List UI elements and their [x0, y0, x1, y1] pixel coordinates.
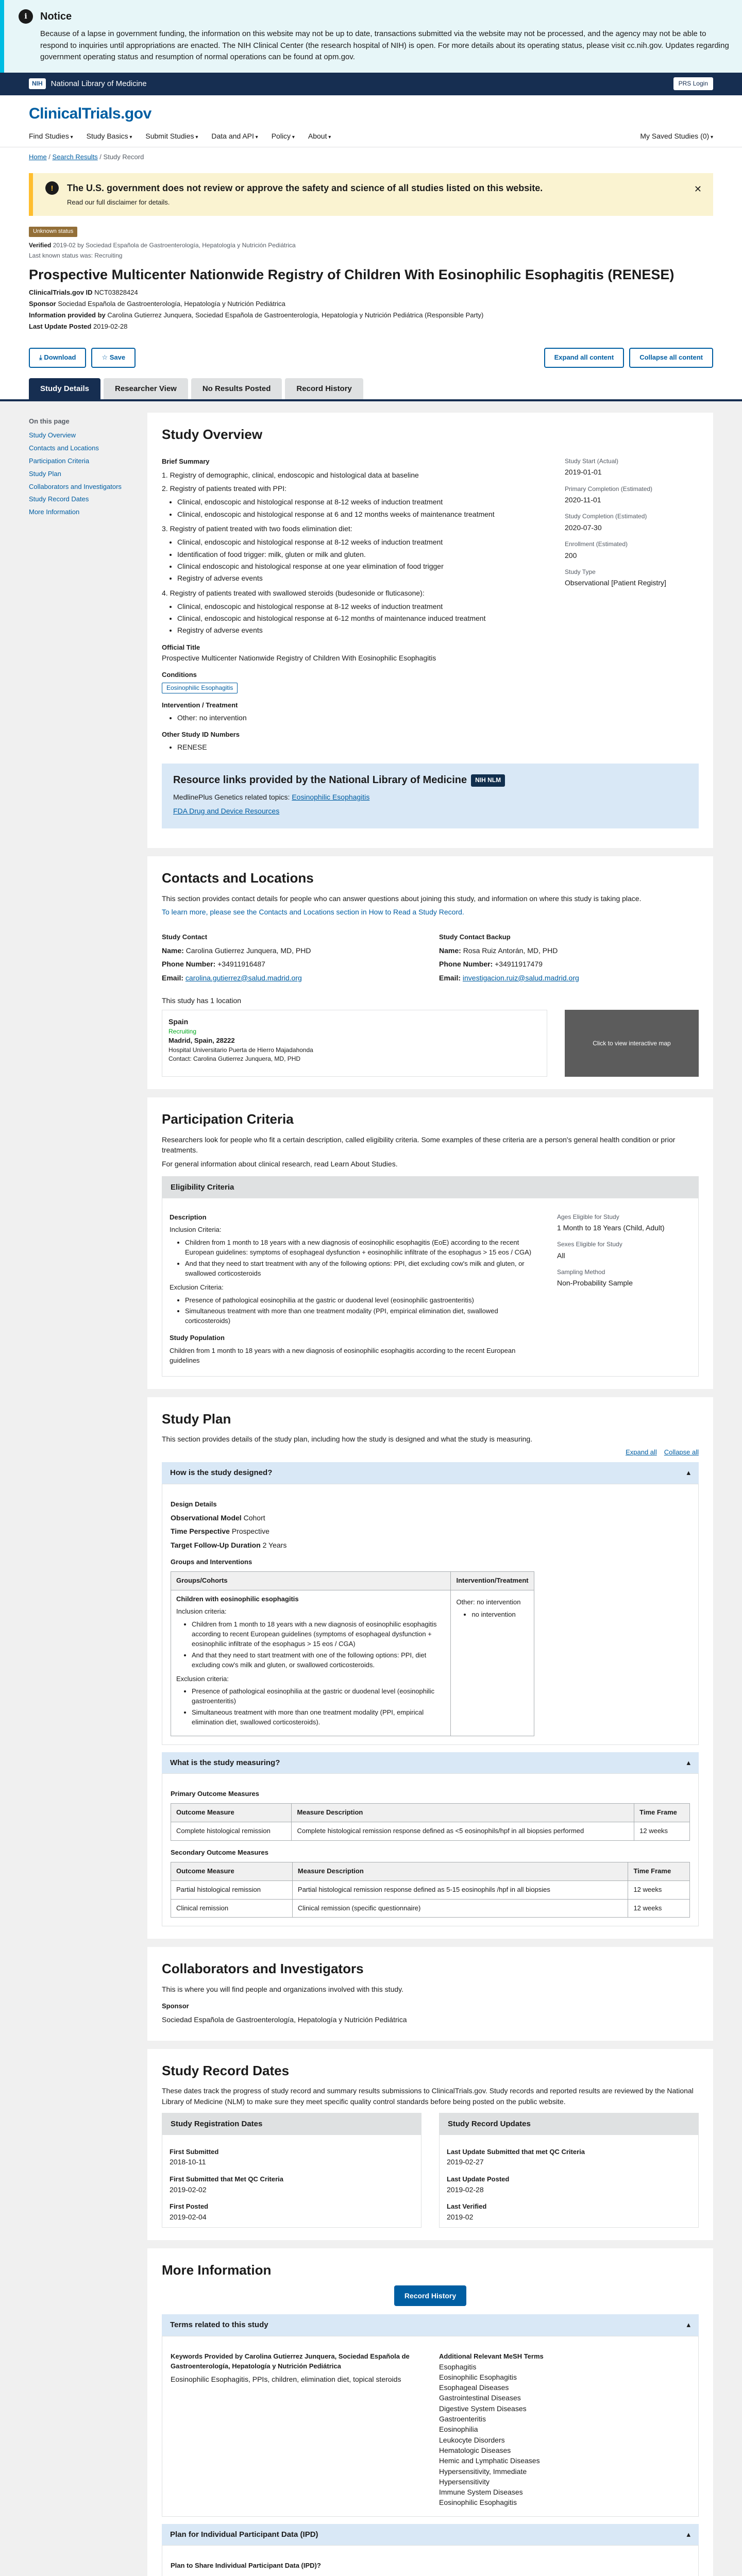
location-city: Madrid, Spain, 28222: [168, 1037, 235, 1044]
info-value: Carolina Gutierrez Junquera, Sociedad Española de Gastroenterología, Hepatología y Nutrición Pediátrica (Responsible Party): [107, 311, 484, 319]
table-cell: 12 weeks: [634, 1822, 690, 1841]
warning-icon: !: [45, 181, 59, 195]
table-cell: Complete histological remission response defined as <5 eosinophils/hpf in all biopsies performed: [292, 1822, 634, 1841]
secondary-outcome-label: Secondary Outcome Measures: [171, 1849, 269, 1857]
location-contact: Contact: Carolina Gutierrez Junquera, MD, PHD: [168, 1055, 301, 1063]
date-value: 2019-02-27: [447, 2158, 484, 2166]
groups-table: Groups/Cohorts Intervention/Treatment Children with eosinophilic esophagitis Inclusion criteria: • Children from 1 month to 18 years with a new diagnosis of eosinophilic esophagitis according to recent European guidelines (symptoms of esophageal dysfunction + eosinophilic infiltrate of the esophagus > 15 eos / CGA) • And that they need to start treatment with one of the following options: PPI, diet excluding cow's milk and gluten, or swallowed corticosteroids. Exclusion criteria: • Presence of pathological eosinophilia at the gastric or duodenal level (eosinophilic gastroenteritis) • Simultaneous treatment with more than one treatment modality (PPI, empirical elimination diet, swallowed corticosteroids). Other: no intervention • no intervention: [171, 1571, 534, 1736]
contact-email[interactable]: carolina.gutierrez@salud.madrid.org: [185, 973, 302, 982]
save-label: Save: [109, 353, 126, 361]
population-text: Children from 1 month to 18 years with a new diagnosis of eosinophilic esophagitis according to the recent European guidelines: [170, 1346, 516, 1364]
info-label: Information provided by: [29, 311, 106, 319]
mesh-term: Leukocyte Disorders: [439, 2435, 505, 2444]
date-value: 2019-02: [447, 2212, 474, 2221]
tab-study-details[interactable]: Study Details: [29, 378, 100, 400]
collab-text: This is where you will find people and organizations involved with this study.: [162, 1985, 403, 1994]
bookmark-icon: ☆: [102, 353, 108, 361]
collaborators-section: [147, 1947, 713, 2048]
nav-find-studies[interactable]: Find Studies ▾: [29, 131, 73, 142]
chevron-up-icon: ▴: [686, 2530, 690, 2539]
mesh-term: Eosinophilic Esophagitis: [439, 2498, 517, 2507]
contacts-learn-link[interactable]: To learn more, please see the Contacts and Locations section in How to Read a Study Record.: [162, 907, 464, 916]
sidebar-item-collaborators-and-investigators[interactable]: Collaborators and Investigators: [29, 482, 122, 490]
breadcrumb-home[interactable]: Home: [29, 152, 47, 161]
main-nav: [0, 128, 742, 147]
site-brand[interactable]: ClinicalTrials.gov: [29, 105, 151, 122]
keywords-label: Keywords Provided by Carolina Gutierrez Junquera, Sociedad Española de Gastroenterología, Hepatología y Nutrición Pediátrica: [171, 2352, 410, 2370]
fact-value: Non-Probability Sample: [557, 1279, 633, 1287]
tab-researcher-view[interactable]: Researcher View: [104, 378, 188, 400]
design-details-label: Design Details: [171, 1500, 217, 1509]
table-cell: Partial histological remission response defined as 5-15 eosinophils /hpf in all biopsies: [292, 1880, 628, 1899]
primary-outcome-label: Primary Outcome Measures: [171, 1790, 259, 1798]
date-label: First Posted: [170, 2202, 209, 2210]
table-row: [171, 1899, 690, 1918]
mesh-term: Digestive System Diseases: [439, 2404, 527, 2413]
list-item: • Clinical, endoscopic and histological response at 8-12 weeks of induction treatment: [177, 537, 547, 547]
collab-heading: Collaborators and Investigators: [162, 1961, 364, 1977]
backup-email[interactable]: investigacion.ruiz@salud.madrid.org: [462, 973, 579, 982]
notice-text: Because of a lapse in government funding, the information on this website may not be up to date, transactions submitted via the website may not be processed, and the agency may not be able to respond to inquiries until appropriations are enacted. The NIH Clinical Center (the research hospital of NIH) is open. For more details about its operating status, please visit cc.nih.gov. Updates regarding government operating status and resumption of normal operations can be found at opm.gov.: [40, 29, 729, 61]
overview-heading: Study Overview: [162, 427, 263, 443]
study-header: [0, 216, 742, 338]
update-label: Last Update Posted: [29, 322, 92, 330]
verified-label: Verified: [29, 242, 52, 249]
contact-name: Carolina Gutierrez Junquera, MD, PHD: [185, 946, 311, 955]
keywords: Eosinophilic Esophagitis, PPIs, children, elimination diet, topical steroids: [171, 2375, 401, 2384]
list-item: • Clinical, endoscopic and histological response at 8-12 weeks of induction treatment: [177, 497, 547, 507]
mesh-term: Immune System Diseases: [439, 2488, 523, 2497]
intervention-label: Intervention / Treatment: [162, 701, 238, 709]
date-label: Last Update Posted: [447, 2175, 510, 2183]
nlm-logo[interactable]: [29, 78, 147, 90]
other-id: • RENESE: [177, 742, 547, 752]
list-item: • And that they need to start treatment with one of the following options: PPI, diet excluding cow's milk and gluten, or swallowed corticosteroids.: [192, 1651, 445, 1670]
nav-policy[interactable]: Policy ▾: [272, 131, 295, 142]
mesh-term: Hematologic Diseases: [439, 2446, 511, 2454]
nav-submit-studies[interactable]: Submit Studies ▾: [145, 131, 198, 142]
close-icon[interactable]: ✕: [694, 184, 702, 195]
official-title-label: Official Title: [162, 643, 200, 651]
inclusion-label: Inclusion Criteria:: [170, 1226, 222, 1234]
table-row: [171, 1822, 690, 1841]
fact-label: Ages Eligible for Study: [557, 1213, 619, 1221]
download-button[interactable]: [29, 348, 86, 368]
contacts-section: Contacts and Locations This section provides contact details for people who can answer questions about joining this study, and information on where this study is taking place. To learn more, please see the Contacts and Locations section in How to Read a Study Record. Study Contact Name: Carolina Gutierrez Junquera, MD, PHD Phone Number: +34911916487 Email: carolina.gutierrez@salud.madrid.org Study Contact Backup Name: Rosa Ruiz Antorán, MD, PHD Phone Number: +34911917479 Email: investigacion.ruiz@salud.madrid.org This study has 1 location Spain Recruiting Madrid, Spain, 28222 Hospital Universitario Puerta de Hierro Majadahonda Contact: Carolina Gutierrez Junquera, MD, PHD Click to view interactive map: [147, 856, 713, 1097]
eligibility-header: Eligibility Criteria: [162, 1177, 698, 1198]
notice-title: Notice: [40, 11, 72, 22]
table-header: Outcome Measure: [171, 1804, 292, 1822]
table-header: Measure Description: [292, 1804, 634, 1822]
government-notice: [0, 0, 742, 73]
genetics-label: MedlinePlus Genetics related topics:: [173, 793, 290, 802]
record-history-button[interactable]: Record History: [394, 2285, 466, 2306]
study-id: NCT03828424: [94, 289, 138, 297]
location-facility: Hospital Universitario Puerta de Hierro Majadahonda: [168, 1046, 313, 1054]
nav-study-basics[interactable]: Study Basics ▾: [87, 131, 132, 142]
on-this-page-title: On this page: [29, 417, 70, 426]
design-accordion[interactable]: How is the study designed? ▴: [162, 1462, 699, 1484]
fact-label: Sexes Eligible for Study: [557, 1241, 622, 1248]
fda-resources-link[interactable]: FDA Drug and Device Resources: [173, 806, 280, 815]
sidebar-item-participation-criteria[interactable]: Participation Criteria: [29, 456, 90, 465]
breadcrumb: Home / Search Results / Study Record: [29, 152, 144, 161]
summary-item: 2. Registry of patients treated with PPI:: [162, 484, 287, 493]
date-value: 2019-02-02: [170, 2185, 207, 2194]
collapse-all-button[interactable]: Collapse all content: [629, 348, 713, 368]
exclusion-label: Exclusion Criteria:: [170, 1283, 224, 1291]
mesh-label: Additional Relevant MeSH Terms: [439, 2352, 544, 2360]
record-dates-section: [147, 2049, 713, 2248]
obs-model: Cohort: [243, 1514, 265, 1522]
update-dates-header: Study Record Updates: [440, 2113, 698, 2135]
list-item: • Identification of food trigger: milk, gluten or milk and gluten.: [177, 549, 547, 560]
participation-text: Researchers look for people who fit a certain description, called eligibility criteria. Some examples of these criteria are a person's general health condition or prior treatments.: [162, 1136, 676, 1155]
location-country: Spain: [168, 1018, 189, 1026]
mesh-term: Hypersensitivity, Immediate: [439, 2467, 527, 2476]
table-cell: Clinical remission (specific questionnaire): [292, 1899, 628, 1918]
other-ids-label: Other Study ID Numbers: [162, 731, 240, 739]
contacts-text: This section provides contact details for people who can answer questions about joining this study, and information on where this study is taking place.: [162, 894, 642, 903]
mesh-term: Esophagitis: [439, 2362, 477, 2371]
fact-label: Primary Completion (Estimated): [565, 485, 653, 493]
backup-label: Study Contact Backup: [439, 933, 511, 941]
more-info-section: More Information Record History Terms related to this study ▴ Keywords Provided by Carolina Gutierrez Junquera, Sociedad Española de Gastroenterología, Hepatología y Nutrición Pediátrica Eosinophilic Esophagitis, PPIs, children, elimination diet, topical steroids Additional Relevant MeSH Terms Esophagitis Eosinophilic Esophagitis Esophageal Diseases Gastrointestinal Diseases Digestive System Diseases Gastroenteritis Eosinophilia Leukocyte Disorders Hematologic Diseases Hemic and Lymphatic Diseases Hypersensitivity, Immediate Hypersensitivity Immune System Diseases Eosinophilic Esophagitis Plan for Individual Participant Data (IPD) ▴ Plan to Share Individual Participant Data (IPD)?: [147, 2248, 713, 2576]
measuring-accordion[interactable]: What is the study measuring? ▴: [162, 1752, 699, 1774]
list-item: • Presence of pathological eosinophilia at the gastric or duodenal level (eosinophilic gastroenteritis): [185, 1296, 539, 1306]
nlm-resources: [162, 764, 699, 828]
list-item: • Registry of adverse events: [177, 625, 547, 635]
mesh-term: Eosinophilia: [439, 2425, 478, 2434]
sidebar-item-study-plan[interactable]: Study Plan: [29, 469, 61, 478]
sidebar-item-study-record-dates[interactable]: Study Record Dates: [29, 495, 89, 503]
disclaimer-notice: [29, 173, 713, 216]
list-item: • Children from 1 month to 18 years with a new diagnosis of eosinophilic esophagitis according to recent European guidelines (symptoms of esophageal dysfunction + eosinophilic infiltrate of the esophagus > 15 eos / CGA): [192, 1620, 445, 1649]
plan-collapse-all[interactable]: Collapse all: [664, 1448, 699, 1456]
participation-section: [147, 1097, 713, 1397]
chevron-up-icon: ▴: [686, 2320, 690, 2329]
date-value: 2019-02-04: [170, 2212, 207, 2221]
status-badge: Unknown status: [29, 227, 77, 237]
nlm-bar: [0, 73, 742, 95]
sponsor-value: Sociedad Española de Gastroenterología, Hepatología y Nutrición Pediátrica: [58, 300, 285, 308]
study-plan-section: Study Plan This section provides details of the study plan, including how the study is designed and what the study is measuring. Expand all Collapse all How is the study designed? ▴ Design Details Observational Model Cohort Time Perspective Prospective Target Follow-Up Duration 2 Years Groups and Interventions Groups/Cohorts Intervention/Treatment Children with eosinophilic esophagitis Inclusion criteria: • Children from 1 month to 18 years with a new diagnosis of eosinophilic esophagitis according to recent European guidelines (symptoms of esophageal dysfunction + eosinophilic infiltrate of the esophagus > 15 eos / CGA) • And that they need to start treatment with one of the following options: PPI, diet excluding cow's milk and gluten, or swallowed corticosteroids. Exclusion criteria: • Presence of pathological eosinophilia at the gastric or duodenal level (eosinophilic gastroenteritis) • Simultaneous treatment with more than one treatment modality (PPI, empirical elimination diet, swallowed corticosteroids). Other: no intervention • no intervention What is the study measuring? ▴ Primary Outcome Measures Outcome Measure Measure Description Time Frame Complete histological remission Complete histological remission response defined as <5 eosinophils/hpf in all biopsies performed 12 weeks Secondary Outcome Measures Outcome Measure Measure Description Time Frame Partial histological remission Partial histological remission response defined as 5-15 eosinophils /hpf in all biopsies 12 weeks Clinical remission Clinical remission (specific questionnaire) 12 weeks: [147, 1397, 713, 1947]
plan-text: This section provides details of the study plan, including how the study is designed and what the study is measuring.: [162, 1435, 533, 1444]
follow-up: 2 Years: [262, 1540, 287, 1549]
contact-label: Study Contact: [162, 933, 208, 941]
date-value: 2019-02-28: [447, 2185, 484, 2194]
study-facts: [565, 450, 699, 756]
contact-phone: +34911916487: [217, 960, 265, 969]
list-item: • Simultaneous treatment with more than one treatment modality (PPI, empirical elimination diet, swallowed corticosteroids): [185, 1307, 539, 1326]
study-overview-section: [147, 413, 713, 856]
table-cell: Complete histological remission: [171, 1822, 292, 1841]
prs-login-button[interactable]: PRS Login: [673, 77, 713, 90]
save-button[interactable]: [91, 348, 136, 368]
table-header: Outcome Measure: [171, 1862, 293, 1880]
disclaimer-title: The U.S. government does not review or approve the safety and science of all studies listed on this website.: [67, 183, 543, 194]
list-item: • Children from 1 month to 18 years with a new diagnosis of eosinophilic esophagitis (EoE) according to the recent European guidelines: symptoms of esophageal dysfunction + eosinophilic infiltrate of the esophagus > 15 eos / CGA): [185, 1238, 539, 1258]
dates-text: These dates track the progress of study record and summary results submissions to ClinicalTrials.gov. Study records and reported results are reviewed by the National Library of Medicine (NLM) to make sure they meet specific quality control standards before being posted on the public website.: [162, 2087, 694, 2106]
fact-value: 1 Month to 18 Years (Child, Adult): [557, 1224, 665, 1232]
intervention-item: • Other: no intervention: [177, 713, 547, 723]
description-label: Description: [170, 1213, 207, 1221]
date-label: First Submitted: [170, 2147, 219, 2156]
last-known-status: Last known status was: Recruiting: [29, 251, 123, 259]
secondary-outcomes-table: [171, 1862, 690, 1918]
resources-title: Resource links provided by the National Library of Medicine: [173, 774, 467, 786]
info-icon: i: [19, 9, 33, 24]
list-item: • Clinical endoscopic and histological response at one year elimination of food trigger: [177, 561, 547, 571]
download-icon: ⤓: [39, 353, 42, 361]
date-label: First Submitted that Met QC Criteria: [170, 2175, 284, 2183]
fact-label: Sampling Method: [557, 1268, 605, 1276]
my-saved-studies[interactable]: My Saved Studies (0) ▾: [640, 131, 713, 142]
date-label: Last Update Submitted that met QC Criteria: [447, 2147, 585, 2156]
backup-name: Rosa Ruiz Antorán, MD, PHD: [463, 946, 558, 955]
list-item: • Presence of pathological eosinophilia at the gastric or duodenal level (eosinophilic gastroenteritis): [192, 1687, 445, 1706]
brief-summary-label: Brief Summary: [162, 457, 210, 466]
groups-label: Groups and Interventions: [171, 1557, 252, 1566]
mesh-term: Hypersensitivity: [439, 2477, 490, 2486]
plan-heading: Study Plan: [162, 1411, 231, 1427]
table-cell: 12 weeks: [628, 1899, 690, 1918]
fact-label: Study Start (Actual): [565, 457, 619, 465]
list-item: • Clinical, endoscopic and histological response at 6 and 12 months weeks of maintenance treatment: [177, 509, 547, 519]
date-label: Last Verified: [447, 2202, 487, 2210]
verified-value: 2019-02 by Sociedad Española de Gastroenterología, Hepatología y Nutrición Pediátrica: [53, 242, 296, 249]
primary-outcomes-table: [171, 1803, 690, 1841]
mesh-term: Gastroenteritis: [439, 2415, 486, 2424]
ipd-accordion[interactable]: Plan for Individual Participant Data (IPD) ▴: [162, 2524, 699, 2546]
fact-value: 2019-01-01: [565, 468, 602, 477]
study-tabs: [0, 378, 742, 402]
breadcrumb-search[interactable]: Search Results: [52, 152, 98, 161]
population-label: Study Population: [170, 1334, 225, 1342]
collab-sponsor: Sociedad Española de Gastroenterología, Hepatología y Nutrición Pediátrica: [162, 2015, 407, 2024]
table-header: Measure Description: [292, 1862, 628, 1880]
expand-all-button[interactable]: Expand all content: [544, 348, 625, 368]
contacts-heading: Contacts and Locations: [162, 870, 314, 886]
on-this-page-nav: [29, 401, 132, 2576]
time-perspective: Prospective: [231, 1527, 269, 1536]
summary-item: 4. Registry of patients treated with swallowed steroids (budesonide or fluticasone):: [162, 588, 425, 597]
nlm-name: National Library of Medicine: [50, 79, 147, 88]
nih-nlm-logo-icon: NIH NLM: [471, 774, 505, 786]
conditions-label: Conditions: [162, 670, 197, 679]
fact-label: Study Completion (Estimated): [565, 513, 647, 520]
date-value: 2018-10-11: [170, 2158, 206, 2166]
fact-label: Enrollment (Estimated): [565, 540, 628, 548]
collab-sponsor-label: Sponsor: [162, 2002, 189, 2010]
fact-value: 2020-07-30: [565, 523, 602, 532]
sidebar-item-more-information[interactable]: More Information: [29, 508, 80, 516]
location-status: Recruiting: [168, 1027, 197, 1035]
ipd-value: [171, 2574, 690, 2576]
condition-tag[interactable]: Eosinophilic Esophagitis: [162, 683, 238, 693]
fact-value: 200: [565, 551, 577, 560]
list-item: • Registry of adverse events: [177, 573, 547, 583]
terms-accordion[interactable]: Terms related to this study ▴: [162, 2314, 699, 2336]
chevron-up-icon: ▴: [686, 1758, 690, 1767]
mesh-term: Gastrointestinal Diseases: [439, 2394, 521, 2402]
summary-item: 3. Registry of patient treated with two foods elimination diet:: [162, 524, 352, 533]
table-row: [171, 1880, 690, 1899]
fact-value: Observational [Patient Registry]: [565, 579, 666, 587]
table-cell: Clinical remission: [171, 1899, 293, 1918]
more-heading: More Information: [162, 2262, 272, 2278]
disclaimer-text: Read our full disclaimer for details.: [67, 198, 170, 207]
nav-about[interactable]: About ▾: [308, 131, 331, 142]
backup-phone: +34911917479: [495, 960, 543, 969]
location-map[interactable]: Click to view interactive map: [565, 1010, 699, 1077]
nav-data-and-api[interactable]: Data and API ▾: [211, 131, 258, 142]
fact-value: All: [557, 1251, 565, 1260]
fact-value: 2020-11-01: [565, 496, 601, 504]
table-header: Time Frame: [634, 1804, 690, 1822]
learn-about-studies-link[interactable]: For general information about clinical research, read Learn About Studies.: [162, 1159, 398, 1168]
official-title: Prospective Multicenter Nationwide Registry of Children With Eosinophilic Esophagitis: [162, 653, 436, 662]
list-item: • Clinical, endoscopic and histological response at 8-12 weeks of induction treatment: [177, 601, 547, 612]
nih-logo-icon: NIH: [29, 78, 46, 89]
sidebar-item-study-overview[interactable]: Study Overview: [29, 431, 76, 439]
sponsor-label: Sponsor: [29, 300, 56, 308]
tab-no-results-posted[interactable]: No Results Posted: [191, 378, 282, 400]
update-value: 2019-02-28: [93, 322, 128, 330]
mesh-term: Hemic and Lymphatic Diseases: [439, 2456, 540, 2465]
breadcrumb-current: Study Record: [103, 152, 144, 161]
table-cell: Partial histological remission: [171, 1880, 293, 1899]
dates-heading: Study Record Dates: [162, 2062, 290, 2078]
download-label: Download: [44, 353, 76, 361]
list-item: • Simultaneous treatment with more than one treatment modality (PPI, empirical elimination diet, swallowed corticosteroids).: [192, 1708, 445, 1727]
plan-expand-all[interactable]: Expand all: [626, 1448, 657, 1456]
fact-label: Study Type: [565, 568, 596, 575]
location-count: This study has 1 location: [162, 996, 242, 1005]
list-item: • And that they need to start treatment with any of the following options: PPI, diet excluding cow's milk and gluten, or swallowed corticosteroids: [185, 1259, 539, 1279]
mesh-term: Esophageal Diseases: [439, 2383, 509, 2392]
table-cell: 12 weeks: [628, 1880, 690, 1899]
list-item: • Clinical, endoscopic and histological response at 6-12 months of maintenance induced treatment: [177, 613, 547, 623]
tab-record-history[interactable]: Record History: [285, 378, 363, 400]
summary-item: 1. Registry of demographic, clinical, endoscopic and histological data at baseline: [162, 470, 419, 479]
table-header: Time Frame: [628, 1862, 690, 1880]
registration-dates-header: Study Registration Dates: [162, 2113, 421, 2135]
study-title: Prospective Multicenter Nationwide Registry of Children With Eosinophilic Esophagitis (RENESE): [29, 267, 674, 282]
sidebar-item-contacts-and-locations[interactable]: Contacts and Locations: [29, 444, 99, 452]
mesh-term: Eosinophilic Esophagitis: [439, 2372, 517, 2381]
id-label: ClinicalTrials.gov ID: [29, 289, 93, 297]
chevron-up-icon: ▴: [686, 1468, 690, 1478]
participation-heading: Participation Criteria: [162, 1111, 294, 1127]
genetics-link[interactable]: Eosinophilic Esophagitis: [292, 793, 370, 802]
